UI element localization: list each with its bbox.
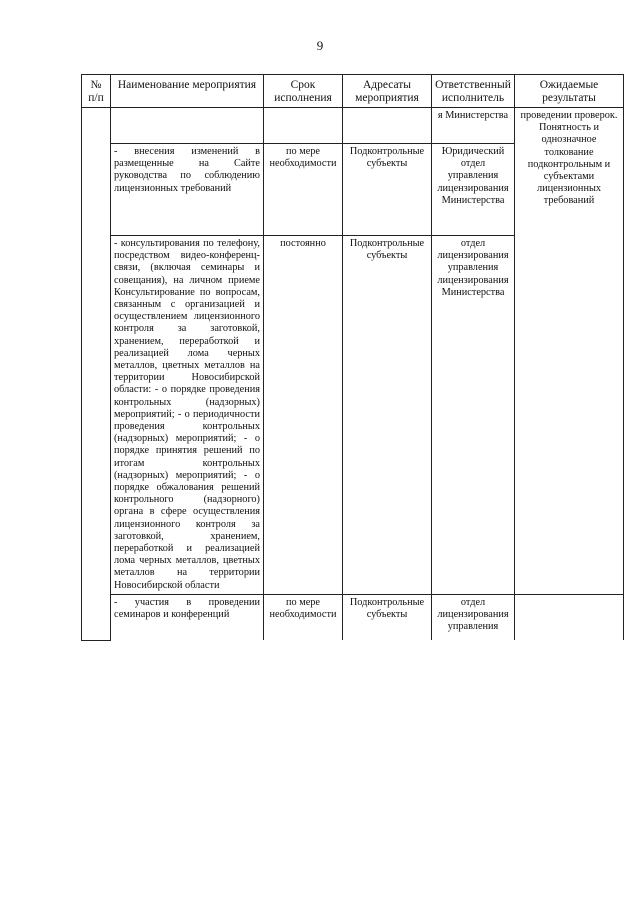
table-header-row bbox=[82, 75, 624, 108]
header-name: Наименование мероприятия bbox=[111, 75, 264, 108]
table-row bbox=[82, 594, 624, 640]
header-addressees: Адресаты мероприятия bbox=[343, 75, 432, 108]
cell-addressees bbox=[343, 108, 432, 144]
cell-name bbox=[111, 108, 264, 144]
cell-name: - внесения изменений в размещенные на Сайте руководства по соблюдению лицензионных требований bbox=[111, 144, 264, 236]
cell-name: - консультирования по телефону, посредством видео-конференц-связи, (включая семинары и совещания), на личном приеме Консультирование по вопросам, связанным с организацией и осуществлением лицензионного контроля за заготовкой, хранением, переработкой и реализацией лома черных металлов, цветных металлов на территории Новосибирской области: - о порядке проведения контрольных (надзорных) мероприятий; - о периодичности проведения контрольных (надзорных) мероприятий; - о порядке принятия решений по итогам контрольных (надзорных) мероприятий; - о порядке обжалования решений контрольного (надзорного) органа в сфере осуществления лицензионного контроля за заготовкой, хранением, переработкой и реализацией лома черных металлов, цветных металлов на территории Новосибирской области bbox=[111, 236, 264, 595]
cell-responsible: я Министерства bbox=[432, 108, 515, 144]
cell-results: проведении проверок. Понятность и однозначное толкование подконтрольным и субъектами лицензионных требований bbox=[515, 108, 624, 595]
cell-term bbox=[264, 108, 343, 144]
header-responsible: Ответственный исполнитель bbox=[432, 75, 515, 108]
cell-responsible: отдел лицензирования управления bbox=[432, 594, 515, 640]
header-results: Ожидаемые результаты bbox=[515, 75, 624, 108]
cell-term: по мере необходимости bbox=[264, 594, 343, 640]
cell-responsible: Юридический отдел управления лицензирования Министерства bbox=[432, 144, 515, 236]
cell-addressees: Подконтрольные субъекты bbox=[343, 236, 432, 595]
cell-results-empty bbox=[515, 594, 624, 640]
cell-responsible: отдел лицензирования управления лицензирования Министерства bbox=[432, 236, 515, 595]
cell-addressees: Подконтрольные субъекты bbox=[343, 144, 432, 236]
cell-term: по мере необходимости bbox=[264, 144, 343, 236]
page-number: 9 bbox=[316, 38, 324, 53]
table-row bbox=[82, 108, 624, 144]
header-term: Срок исполнения bbox=[264, 75, 343, 108]
header-num: № п/п bbox=[82, 75, 111, 108]
cell-term: постоянно bbox=[264, 236, 343, 595]
cell-num bbox=[82, 108, 111, 641]
measures-table bbox=[81, 74, 624, 641]
cell-name: - участия в проведении семинаров и конференций bbox=[111, 594, 264, 640]
cell-addressees: Подконтрольные субъекты bbox=[343, 594, 432, 640]
